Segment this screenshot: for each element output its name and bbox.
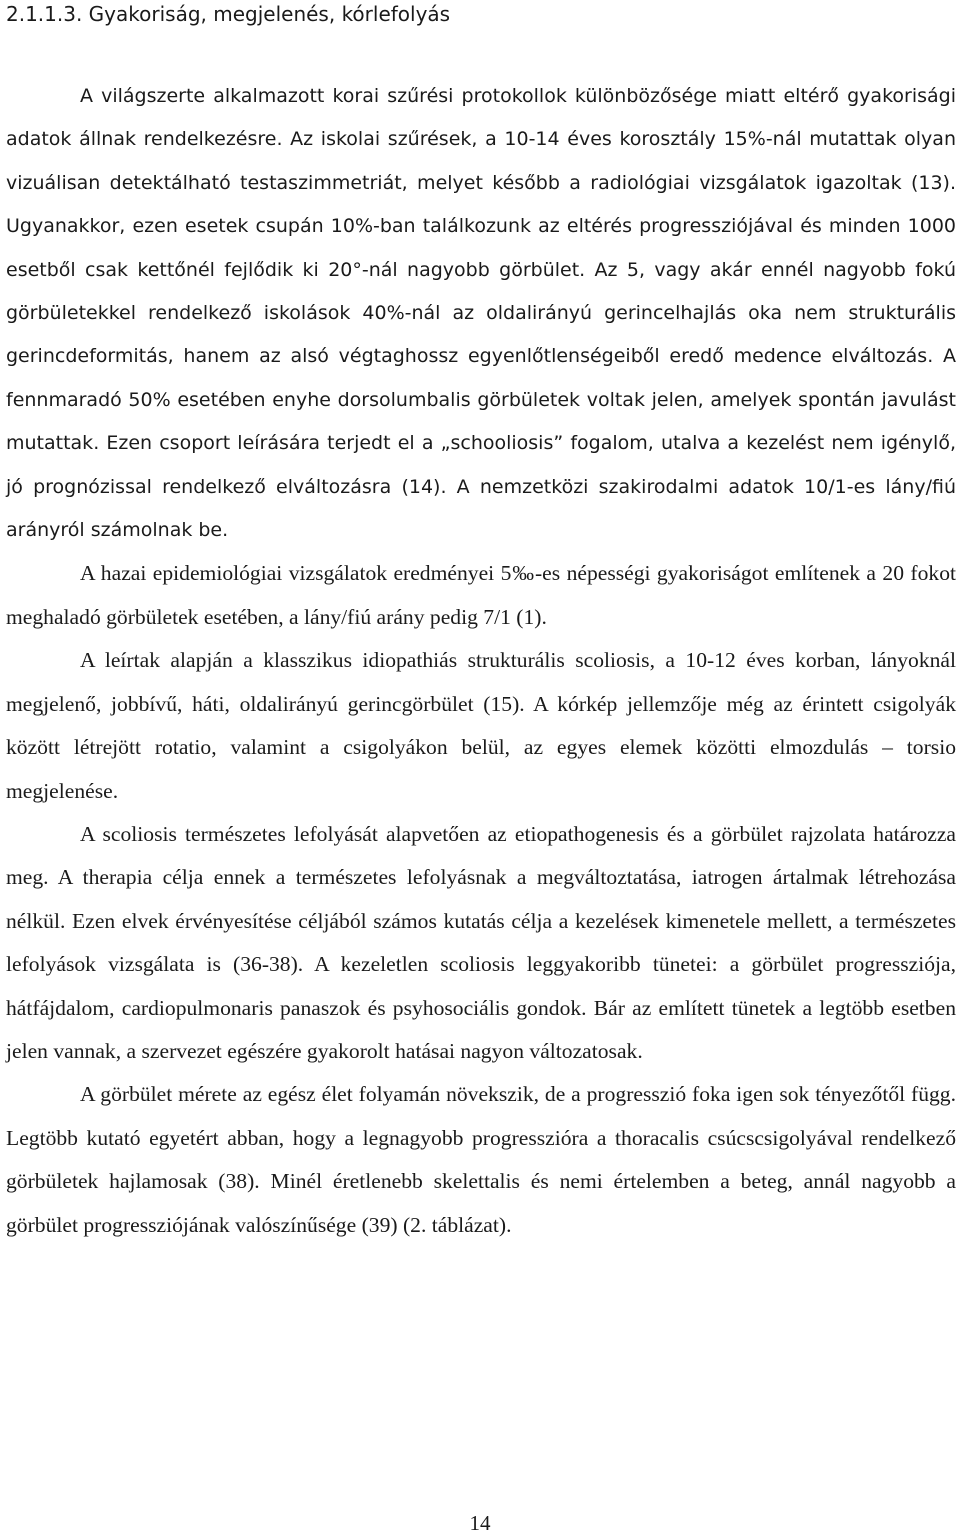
page-number: 14 — [469, 1511, 491, 1535]
body-text — [6, 75, 956, 1247]
paragraph-progression: A görbület mérete az egész élet folyamán növekszik, de a progresszió foka igen sok tényezőtől függ. Legtöbb kutató egyetért abban, hogy a legnagyobb progresszióra a thoracalis csúcscsigolyával rendelkező görbületek hajlamosak (38). Minél éretlenebb skelettalis és nemi értelemben a beteg, annál nagyobb a görbület progressziójának valószínűsége (39) (2. táblázat). — [6, 1082, 956, 1237]
paragraph-natural-course: A scoliosis természetes lefolyását alapvetően az etiopathogenesis és a görbület rajzolata határozza meg. A therapia célja ennek a természetes lefolyásnak a megváltoztatása, iatrogen ártalmak létrehozása nélkül. Ezen elvek érvényesítése céljából számos kutatás célja a kezelések kimenetele mellett, a természetes lefolyások vizsgálata is (36-38). A kezeletlen scoliosis leggyakoribb tünetei: a görbület progressziója, hátfájdalom, cardiopulmonaris panaszok és psyhosociális gondok. Bár az említett tünetek a legtöbb esetben jelen vannak, a szervezet egészére gyakorolt hatásai nagyon változatosak. — [6, 821, 956, 1063]
paragraph-domestic-epidemiology: A hazai epidemiológiai vizsgálatok eredményei 5‰-es népességi gyakoriságot említenek a 20 fokot meghaladó görbületek esetében, a lány/fiú arány pedig 7/1 (1). — [6, 561, 956, 629]
paragraph-prevalence: A világszerte alkalmazott korai szűrési protokollok különbözősége miatt eltérő gyakorisági adatok állnak rendelkezésre. Az iskolai szűrések, a 10-14 éves korosztály 15%-nál mutattak olyan vizuálisan detektálható testaszimmetriát, melyet később a radiológiai vizsgálatok igazoltak (13). Ugyanakkor, ezen esetek csupán 10%-ban találkozunk az eltérés progressziójával és minden 1000 esetből csak kettőnél fejlődik ki 20°-nál nagyobb görbület. Az 5, vagy akár ennél nagyobb fokú görbületekkel rendelkező iskolások 40%-nál az oldalirányú gerincelhajlás oka nem strukturális gerincdeformitás, hanem az alsó végtaghossz egyenlőtlenségeiből eredő medence elváltozás. A fennmaradó 50% esetében enyhe dorsolumbalis görbületek voltak jelen, amelyek spontán javulást mutattak. Ezen csoport leírására terjedt el a „schooliosis” fogalom, utalva a kezelést nem igénylő, jó prognózissal rendelkező elváltozásra (14). A nemzetközi szakirodalmi adatok 10/1-es lány/fiú arányról számolnak be. — [6, 85, 956, 542]
section-heading: 2.1.1.3. Gyakoriság, megjelenés, kórlefolyás — [6, 2, 451, 26]
paragraph-definition: A leírtak alapján a klasszikus idiopathiás strukturális scoliosis, a 10-12 éves korban, lányoknál megjelenő, jobbívű, háti, oldalirányú gerincgörbület (15). A kórkép jellemzője még az érintett csigolyák között létrejött rotatio, valamint a csigolyákon belül, az egyes elemek közötti elmozdulás – torsio megjelenése. — [6, 648, 956, 803]
